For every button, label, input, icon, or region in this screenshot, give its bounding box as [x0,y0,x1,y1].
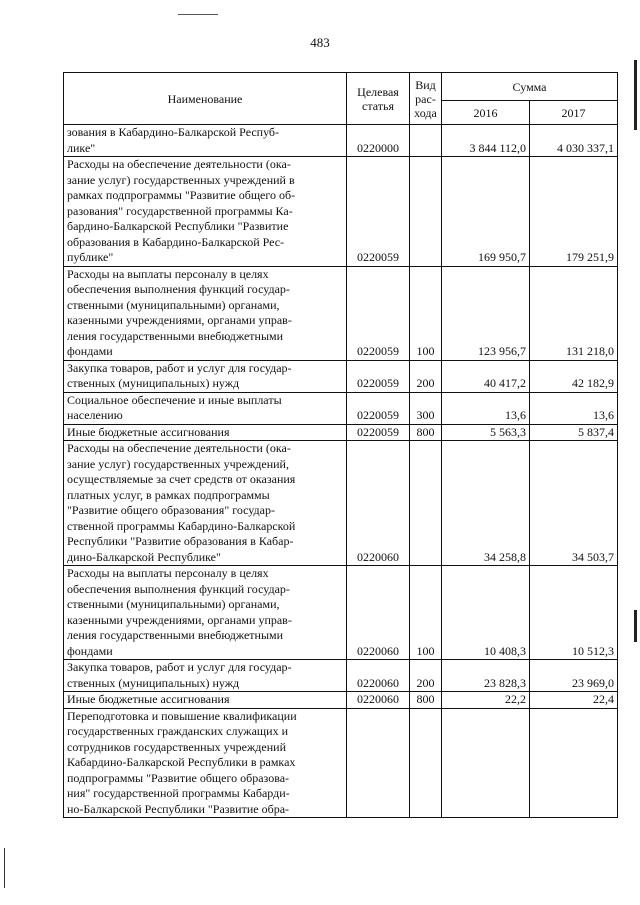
row-name [64,441,347,566]
row-name-line: но-Балкарской Республики "Развитие обра- [67,801,290,816]
scan-edge-mark [634,610,637,642]
row-name-line: ственными (муниципальными) органами, [67,597,280,611]
row-name-line: зание услуг) государственных учреждений в [67,172,295,187]
header-type: Вид рас-хода [410,73,442,125]
row-code: 0220059 [347,157,410,267]
row-type [410,157,442,267]
row-code: 0220060 [347,660,410,692]
row-amount-2017: 179 251,9 [530,157,618,267]
row-amount-2017: 10 512,3 [530,566,618,660]
row-type: 100 [410,266,442,360]
row-amount-2017: 22,4 [530,692,618,709]
row-amount-2017: 13,6 [530,392,618,424]
header-year-2017: 2017 [530,101,618,125]
row-name-line: Закупка товаров, работ и услуг для государ- [67,360,292,375]
row-code: 0220059 [347,424,410,441]
row-name [64,708,347,818]
row-name-line: обеспечения выполнения функций государ- [67,282,290,296]
row-amount-2017: 23 969,0 [530,660,618,692]
row-amount-2016: 3 844 112,0 [442,125,530,157]
table-row [64,360,618,392]
table-row [64,441,618,566]
row-type: 100 [410,566,442,660]
table-row [64,125,618,157]
row-name-line: платных услуг, в рамках подпрограммы [67,487,270,502]
row-name [64,157,347,267]
row-code: 0220060 [347,692,410,709]
row-name-line: бардино-Балкарской Республики "Развитие [67,219,289,233]
table-body [64,125,618,818]
row-name-line: "Развитие общего образования" государ- [67,503,275,517]
row-code: 0220059 [347,360,410,392]
row-name-line: образования в Кабардино-Балкарской Рес- [67,234,285,249]
row-name-line: ния" государственной программы Кабарди- [67,786,290,800]
row-code: 0220060 [347,441,410,566]
row-name-line: ления государственными внебюджетными [67,328,284,343]
row-name [64,266,347,360]
row-name-line: ственных (муниципальных) нужд [67,675,240,690]
row-name [64,692,347,709]
row-code [347,708,410,818]
row-name-line: Расходы на выплаты персоналу в целях [67,266,269,281]
row-amount-2016: 5 563,3 [442,424,530,441]
budget-table [63,72,618,818]
row-name-line: Кабардино-Балкарской Республики в рамках [67,755,296,769]
row-name-line: Расходы на выплаты персоналу в целях [67,566,269,580]
row-name-line: Расходы на обеспечение деятельности (ока- [67,157,291,171]
header-dash [178,14,218,15]
row-type: 200 [410,660,442,692]
table-row [64,692,618,709]
row-name-line: фондами [67,344,113,358]
row-amount-2017: 4 030 337,1 [530,125,618,157]
table-row [64,566,618,660]
row-name [64,360,347,392]
row-name-line: ственных (муниципальных) нужд [67,376,240,390]
row-type: 800 [410,424,442,441]
row-name [64,125,347,157]
table-row [64,392,618,424]
row-name-line: Иные бюджетные ассигнования [67,692,230,706]
row-name-line: ственной программы Кабардино-Балкарской [67,518,296,533]
row-type: 300 [410,392,442,424]
row-name-line: подпрограммы "Развитие общего образова- [67,770,290,785]
row-amount-2016: 10 408,3 [442,566,530,660]
row-amount-2016: 123 956,7 [442,266,530,360]
row-name [64,566,347,660]
row-name-line: фондами [67,643,113,658]
row-type [410,441,442,566]
row-amount-2017: 131 218,0 [530,266,618,360]
table-row [64,424,618,441]
row-type: 800 [410,692,442,709]
row-name-line: населению [67,408,123,422]
row-type: 200 [410,360,442,392]
row-name-line: ственными (муниципальными) органами, [67,297,280,312]
row-code: 0220000 [347,125,410,157]
row-name-line: Переподготовка и повышение квалификации [67,708,297,723]
scan-edge-mark [4,848,5,888]
row-amount-2016: 34 258,8 [442,441,530,566]
row-type [410,125,442,157]
row-name-line: Закупка товаров, работ и услуг для государ- [67,660,292,674]
row-amount-2017 [530,708,618,818]
row-name [64,660,347,692]
row-name-line: ления государственными внебюджетными [67,628,284,642]
row-type [410,708,442,818]
row-code: 0220060 [347,566,410,660]
row-code: 0220059 [347,266,410,360]
row-code: 0220059 [347,392,410,424]
table-row [64,266,618,360]
table-row [64,660,618,692]
row-name [64,424,347,441]
row-name-line: Социальное обеспечение и иные выплаты [67,392,282,407]
scan-edge-mark [634,60,637,130]
row-name-line: обеспечения выполнения функций государ- [67,581,290,596]
row-amount-2017: 5 837,4 [530,424,618,441]
row-amount-2016: 13,6 [442,392,530,424]
row-name-line: зования в Кабардино-Балкарской Респуб- [67,125,280,139]
row-name-line: казенными учреждениями, органами управ- [67,612,292,627]
row-name-line: государственных гражданских служащих и [67,724,288,738]
row-name [64,392,347,424]
row-name-line: зание услуг) государственных учреждений, [67,456,289,471]
header-name: Наименование [64,73,347,125]
header-sum: Сумма [442,73,618,101]
row-amount-2016 [442,708,530,818]
table-row [64,157,618,267]
row-name-line: Расходы на обеспечение деятельности (ока- [67,441,291,455]
header-code: Целевая статья [347,73,410,125]
page-number: 483 [310,35,330,50]
row-amount-2016: 40 417,2 [442,360,530,392]
row-name-line: Республики "Развитие образования в Кабар- [67,534,294,548]
row-name-line: Иные бюджетные ассигнования [67,424,230,439]
row-amount-2016: 23 828,3 [442,660,530,692]
header-year-2016: 2016 [442,101,530,125]
row-amount-2017: 34 503,7 [530,441,618,566]
row-name-line: публике" [67,250,114,264]
row-name-line: сотрудников государственных учреждений [67,739,286,754]
row-name-line: осуществляемые за счет средств от оказания [67,472,296,486]
table-row [64,708,618,818]
row-name-line: разования" государственной программы Ка- [67,203,293,218]
row-name-line: рамках подпрограммы "Развитие общего об- [67,188,296,202]
row-amount-2016: 22,2 [442,692,530,709]
row-amount-2016: 169 950,7 [442,157,530,267]
row-name-line: казенными учреждениями, органами управ- [67,313,292,327]
row-name-line: лике" [67,140,96,155]
row-amount-2017: 42 182,9 [530,360,618,392]
row-name-line: дино-Балкарской Республике" [67,549,221,564]
